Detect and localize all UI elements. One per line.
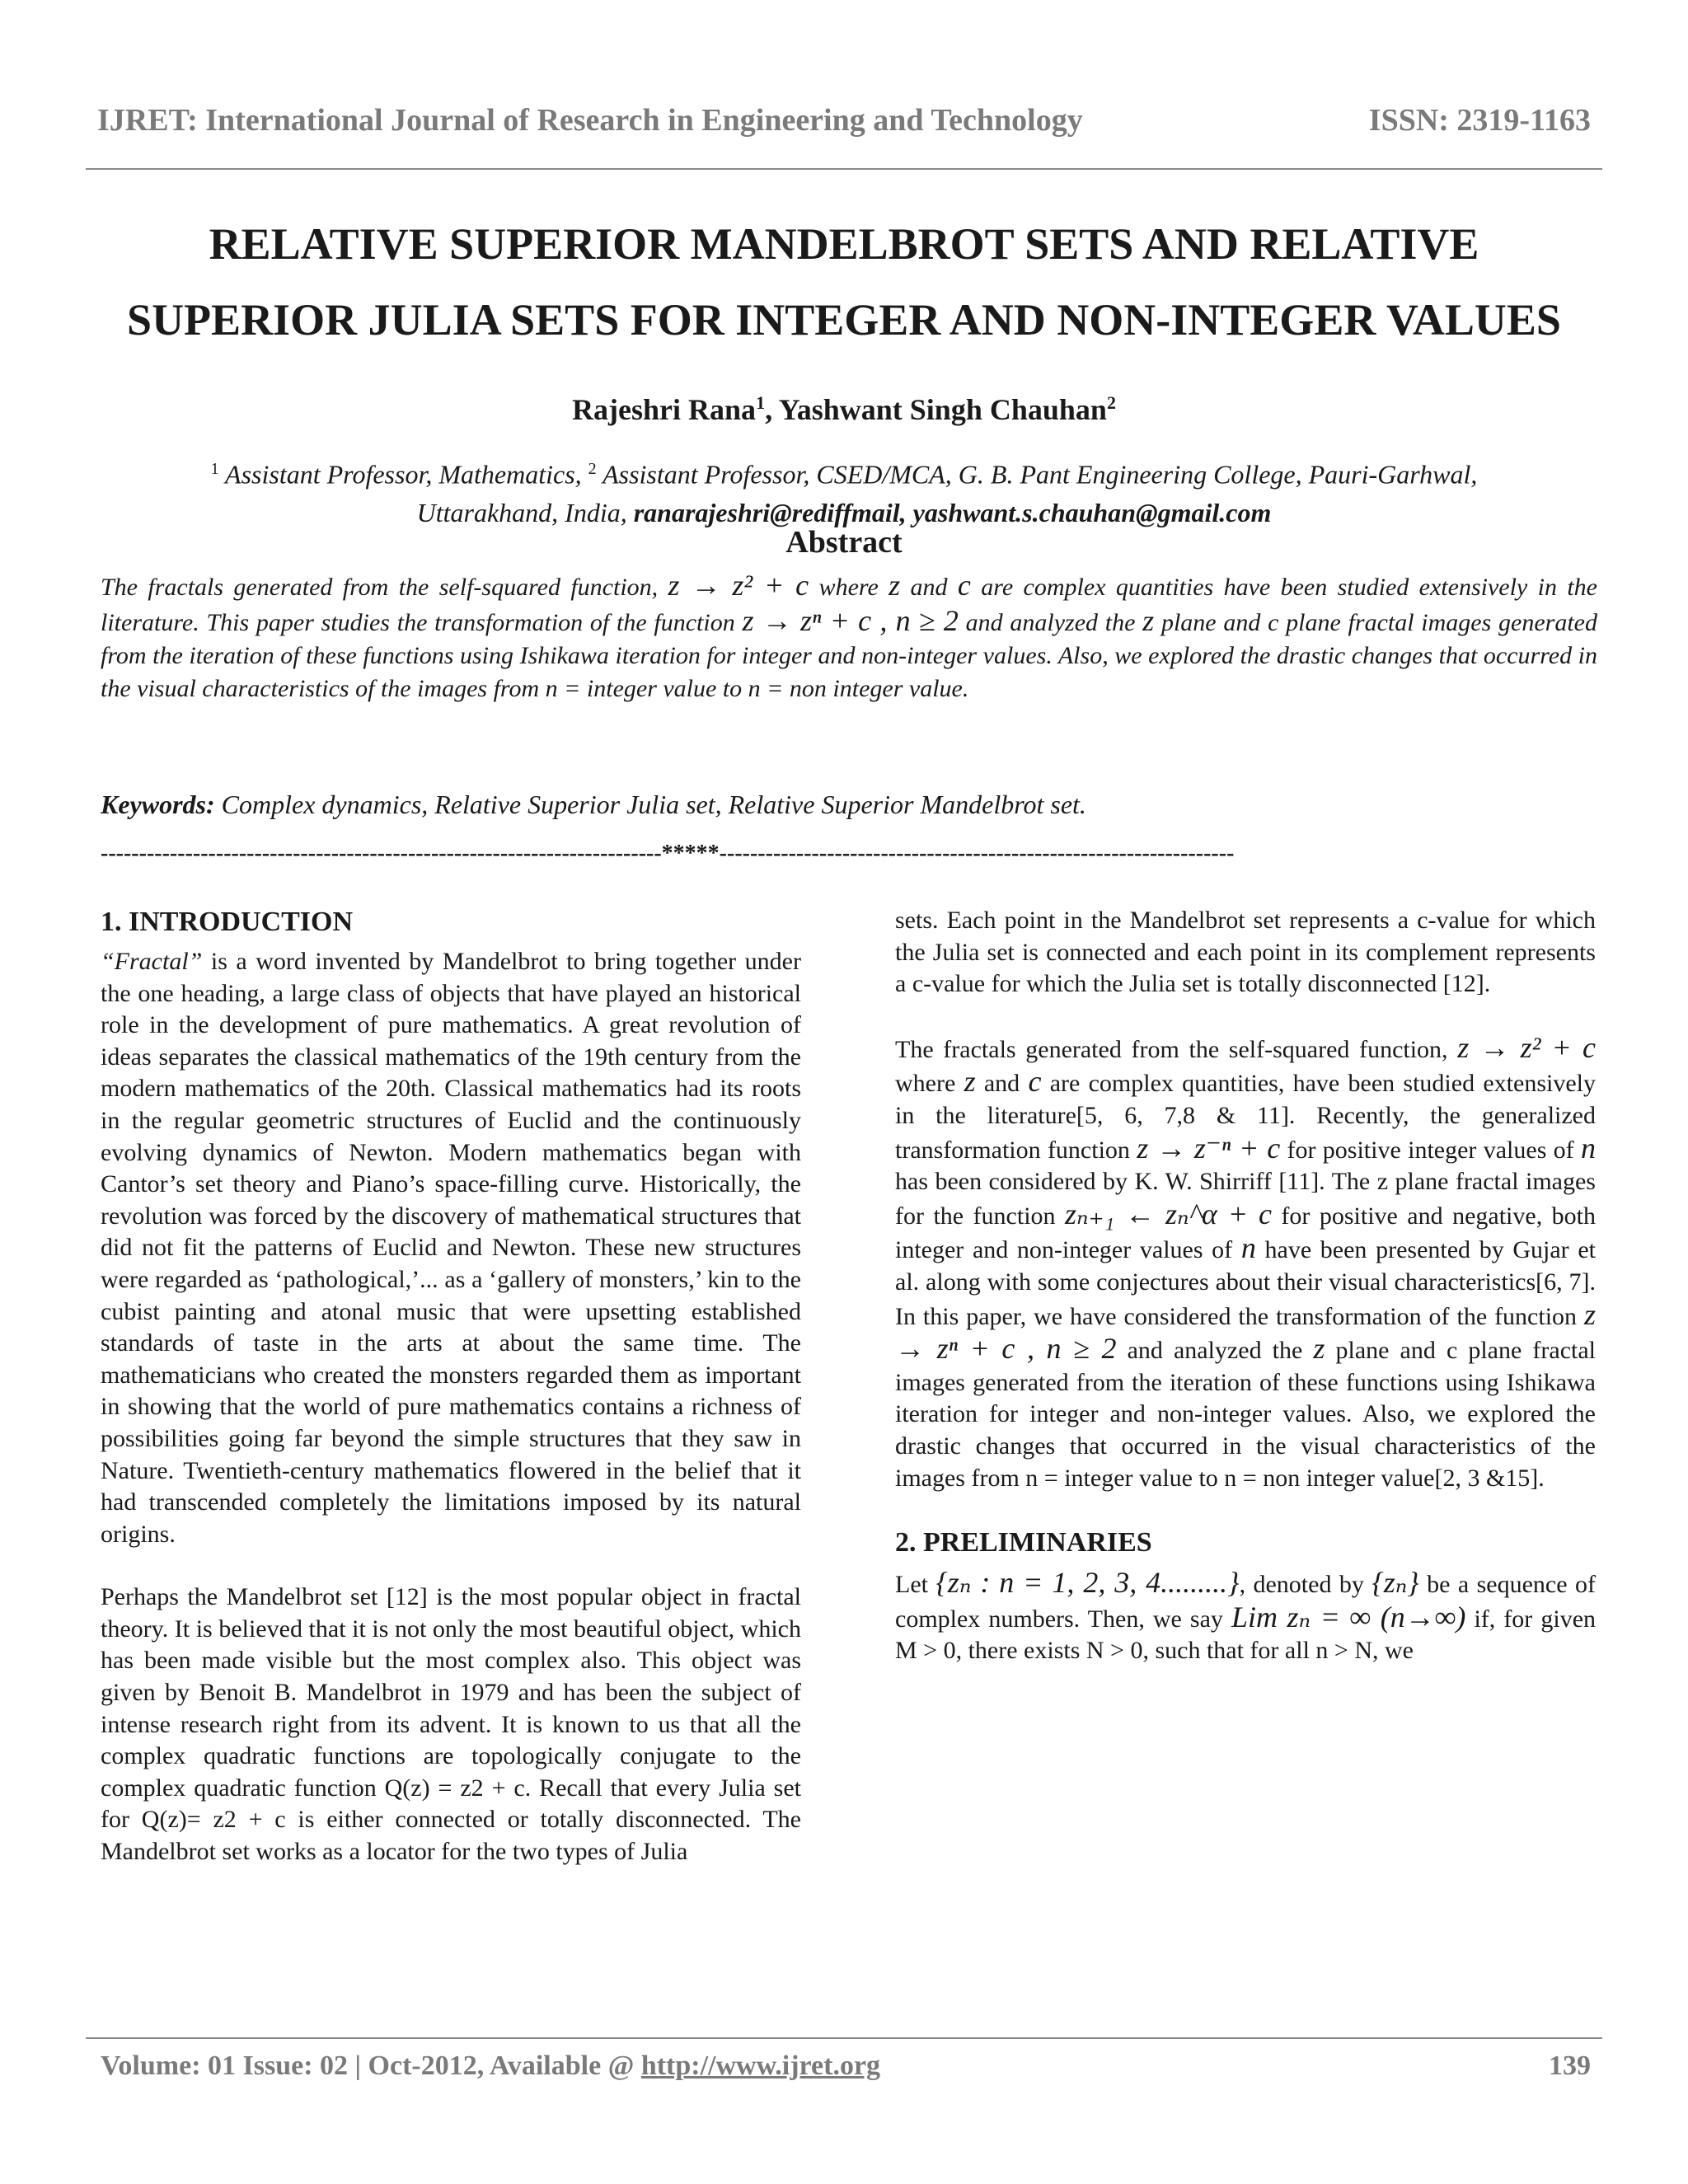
variable-z: z: [1142, 604, 1155, 637]
equation: zₙ₊₁ ← zₙ^α + c: [1065, 1197, 1272, 1230]
affil-sup-2: 2: [588, 460, 597, 478]
paragraph-text: , denoted by: [1239, 1571, 1372, 1599]
left-column: [101, 905, 801, 1900]
affiliation: [115, 450, 1573, 532]
variable-z: z: [964, 1065, 976, 1099]
author-1: Rajeshri Rana: [572, 393, 757, 426]
authors: [0, 392, 1688, 427]
equation: z → zⁿ + c , n ≥ 2: [895, 1297, 1596, 1366]
section-heading: 1. INTRODUCTION: [101, 907, 354, 937]
equation: {zₙ : n = 1, 2, 3, 4.........}: [935, 1566, 1240, 1600]
page-number: 139: [1549, 2050, 1591, 2081]
paragraph-text: plane and c plane fractal images generated from the iteration of these functions using Ishikawa iteration for integer and non-integer values. Also, we explored the drastic changes that occurred in the visual characteristics of the images from n = integer value to n = non integer value[2, 3 &15].: [895, 1337, 1596, 1492]
paragraph-text: has been considered by K. W. Shirriff [11]. The z plane fractal images for the function: [895, 1168, 1596, 1230]
paragraph-text: have been presented by Gujar et al. along with some conjectures about their visual characteristics[6, 7]. In this paper, we have considered the transformation of the function: [895, 1236, 1596, 1330]
keywords: [101, 790, 1597, 820]
header-rule: [86, 168, 1602, 170]
abstract-text: where: [809, 574, 889, 601]
author-1-sup: 1: [756, 392, 766, 413]
abstract-text: and: [900, 574, 958, 601]
affil-emails: ranarajeshri@rediffmail, yashwant.s.chauhan@gmail.com: [633, 497, 1272, 527]
title-line-2: SUPERIOR JULIA SETS FOR INTEGER AND NON-INTEGER VALUES: [127, 295, 1561, 344]
equation: Lim zₙ = ∞ (n→∞): [1231, 1600, 1466, 1633]
paragraph: [895, 1032, 1596, 1494]
section-heading: 2. PRELIMINARIES: [895, 1527, 1152, 1558]
variable-z: z: [1313, 1332, 1325, 1366]
paragraph-text: are complex quantities, have been studied extensively in the literature[5, 6, 7,8 & 11]. Recently, the generalized transformation function: [895, 1070, 1596, 1164]
paragraph-text: where: [895, 1070, 964, 1098]
paragraph-text: for positive and negative, both integer and non-integer values of: [895, 1202, 1596, 1264]
paragraph-text: and analyzed the: [1116, 1337, 1314, 1365]
paragraph: sets. Each point in the Mandelbrot set represents a c-value for which the Julia set is connected and each point in its complement represents a c-value for which the Julia set is totally disconnected [12].: [895, 907, 1596, 998]
running-header: [97, 96, 1591, 145]
abstract-text: are complex quantities have been studied extensively in the literature. This paper studies the transformation of the function: [101, 574, 1597, 636]
paragraph-text: The fractals generated from the self-squared function,: [895, 1035, 1458, 1063]
affil-text-2: Assistant Professor, CSED/MCA, G. B. Pant Engineering College, Pauri-Garhwal,: [603, 459, 1478, 490]
paragraph: [895, 1567, 1596, 1667]
paper-title: [49, 206, 1639, 358]
abstract-heading: Abstract: [785, 525, 903, 560]
variable-c: c: [957, 569, 971, 602]
equation: z → z² + c: [1457, 1030, 1596, 1064]
variable-z: z: [889, 569, 901, 602]
equation: z → zⁿ + c , n ≥ 2: [742, 604, 959, 637]
affil-line-2: Uttarakhand, India,: [416, 497, 634, 527]
keywords-label: Keywords:: [101, 790, 215, 819]
right-column: [895, 905, 1596, 1699]
equation: z → z⁻ⁿ + c: [1137, 1131, 1281, 1165]
paragraph-text: is a word invented by Mandelbrot to bring together under the one heading, a large class of objects that have played an historical role in the development of pure mathematics. A great revolution of ideas separates the classical mathematics of the 19th century from the modern mathematics of the 20th. Classical mathematics had its roots in the regular geometric structures of Euclid and the continuously evolving dynamics of Newton. Modern mathematics began with Cantor’s set theory and Piano’s space-filling curve. Historically, the revolution was forced by the discovery of mathematical structures that did not fit the patterns of Euclid and Newton. These new structures were regarded as ‘pathological,’... as a ‘gallery of monsters,’ kin to the cubist painting and atonal music that were upsetting established standards of taste in the arts at about the same time. The mathematicians who created the monsters regarded them as important in showing that the world of pure mathematics contains a richness of possibilities going far beyond the simple structures that they saw in Nature. Twentieth-century mathematics flowered in the belief that it had transcended completely the limitations imposed by its natural origins.: [101, 948, 801, 1548]
footer-text: Volume: 01 Issue: 02 | Oct-2012, Available @: [101, 2050, 641, 2081]
footer-rule: [86, 2037, 1602, 2039]
affil-text-1: Assistant Professor, Mathematics,: [225, 459, 588, 490]
paragraph-text: be a sequence of complex numbers. Then, we say: [895, 1571, 1596, 1633]
paragraph-text: and: [975, 1070, 1029, 1098]
equation: z → z² + c: [668, 569, 809, 602]
abstract-body: [101, 569, 1597, 705]
variable-n: n: [1240, 1231, 1256, 1265]
keywords-text: Complex dynamics, Relative Superior Julia set, Relative Superior Mandelbrot set.: [214, 790, 1086, 819]
variable-c: c: [1028, 1065, 1042, 1099]
title-line-1: RELATIVE SUPERIOR MANDELBROT SETS AND RELATIVE: [209, 219, 1479, 269]
issn: ISSN: 2319-1163: [1368, 103, 1591, 138]
author-sep: ,: [765, 393, 779, 426]
emphasis: “Fractal”: [101, 948, 203, 975]
journal-link[interactable]: http://www.ijret.org: [640, 2050, 881, 2081]
paragraph-text: if, for given M > 0, there exists N > 0, such that for all n > N, we: [895, 1605, 1597, 1665]
abstract-text: plane and c plane fractal images generated from the iteration of these functions using Ishikawa iteration for integer and non-integer values. Also, we explored the drastic changes that occurred in the visual characteristics of the images from n = integer value to n = non integer value.: [101, 609, 1597, 702]
author-2-sup: 2: [1106, 392, 1116, 413]
running-footer: [101, 2050, 1591, 2082]
paragraph: [101, 946, 801, 1550]
footer-volume: [101, 2050, 880, 2082]
abstract-text: and analyzed the: [958, 609, 1143, 636]
journal-name: IJRET: International Journal of Research in Engineering and Technology: [97, 103, 1083, 138]
equation: {zₙ}: [1372, 1566, 1419, 1600]
paragraph-text: for positive integer values of: [1280, 1136, 1581, 1164]
abstract-text: The fractals generated from the self-squared function,: [101, 574, 668, 601]
paragraph: Perhaps the Mandelbrot set [12] is the most popular object in fractal theory. It is believed that it is not only the most beautiful object, which has been made visible but the most complex also. This object was given by Benoit B. Mandelbrot in 1979 and has been the subject of intense research right from its advent. It is known to us that all the complex quadratic functions are topologically conjugate to the complex quadratic function Q(z) = z2 + c. Recall that every Julia set for Q(z)= z2 + c is either connected or totally disconnected. The Mandelbrot set works as a locator for the two types of Julia: [101, 1583, 801, 1866]
author-2: Yashwant Singh Chauhan: [778, 393, 1107, 426]
separator-line: -------------------------------------------------------------------------*****-------------------------------------------------------------------: [101, 841, 1235, 866]
paragraph-text: Let: [895, 1571, 936, 1599]
affil-sup-1: 1: [210, 460, 219, 478]
variable-n: n: [1581, 1131, 1596, 1165]
